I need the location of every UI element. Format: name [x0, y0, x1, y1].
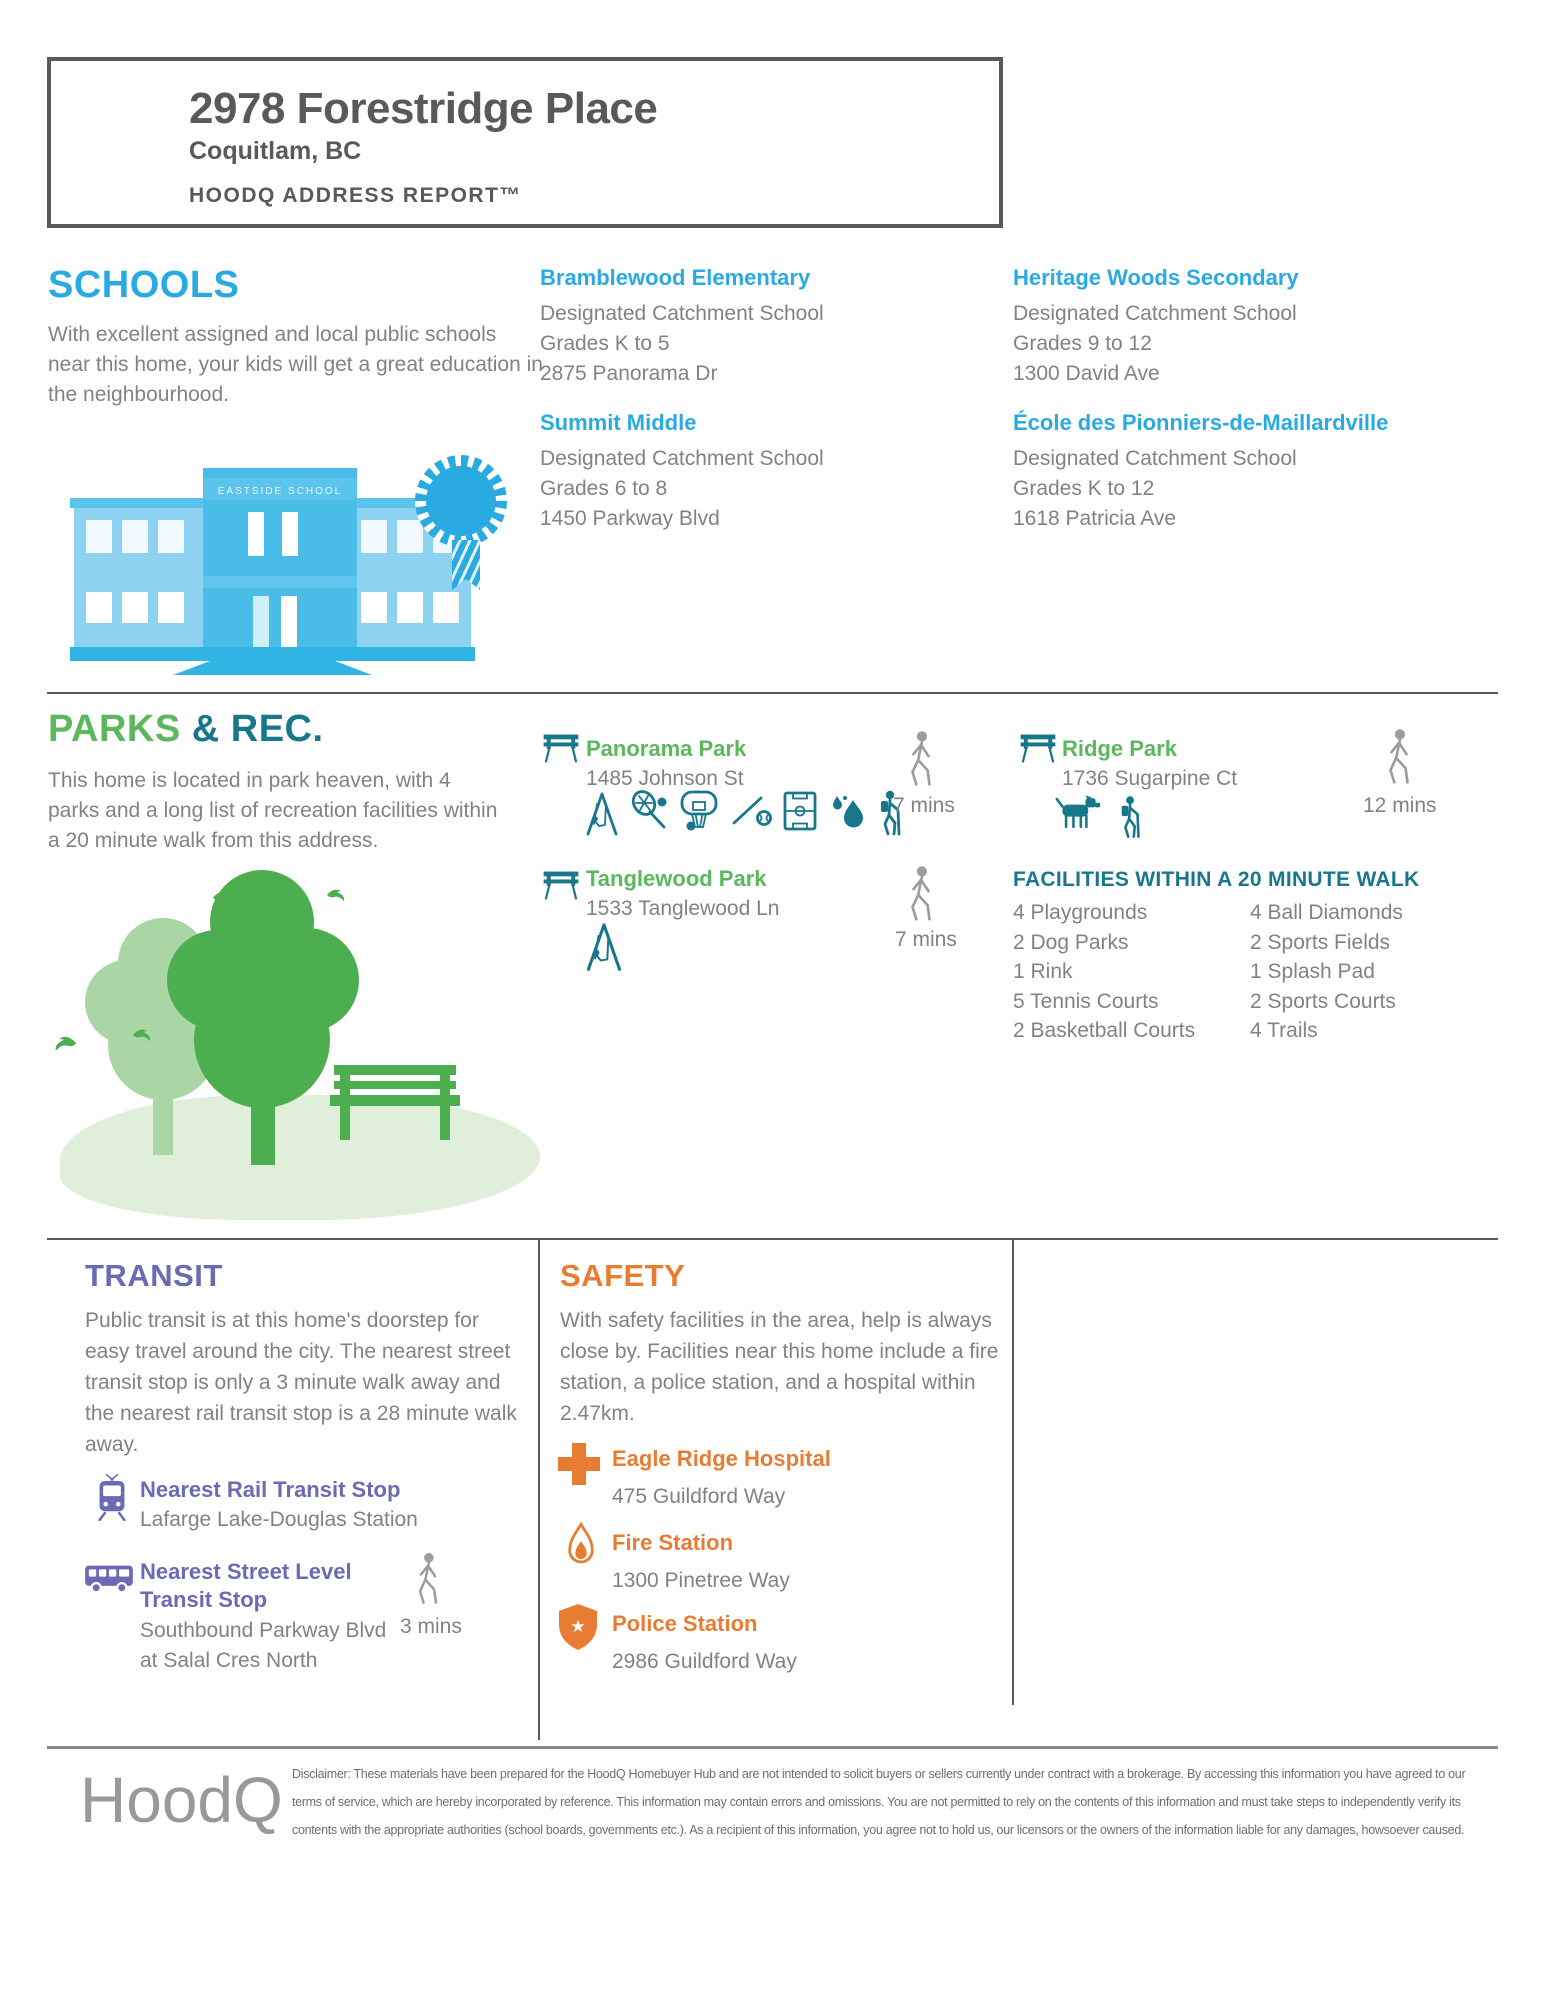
safety-place-address: 475 Guildford Way [612, 1485, 786, 1508]
school-grades: Grades K to 5 [540, 332, 670, 355]
page-subtitle-city: Coquitlam, BC [189, 137, 362, 166]
splash-icon [827, 790, 867, 830]
report-type-label: HOODQ ADDRESS REPORT™ [189, 184, 522, 208]
swing-icon [584, 790, 620, 836]
award-badge-icon [415, 455, 507, 547]
walking-person-icon [413, 1552, 443, 1604]
park-facility-icons [1055, 795, 1145, 839]
section-divider [47, 692, 1498, 694]
parks-heading-teal: & REC. [191, 708, 324, 750]
swing-icon [584, 920, 624, 972]
school-card [1013, 410, 1523, 534]
park-address: 1485 Johnson St [586, 767, 744, 790]
dog-icon [1055, 795, 1103, 829]
facility-item: 2 Sports Courts [1250, 989, 1396, 1013]
baseball-icon [729, 790, 773, 828]
safety-place-name: Police Station [612, 1611, 758, 1636]
school-type: Designated Catchment School [540, 447, 824, 470]
safety-place-address: 2986 Guildford Way [612, 1650, 797, 1673]
school-grades: Grades 6 to 8 [540, 477, 668, 500]
rail-stop-name: Lafarge Lake-Douglas Station [140, 1508, 418, 1531]
school-type: Designated Catchment School [1013, 302, 1297, 325]
park-facility-icons [584, 920, 624, 972]
soccer-field-icon [782, 790, 818, 832]
facility-item: 4 Playgrounds [1013, 901, 1148, 924]
trail-icon [1117, 795, 1145, 839]
bench-icon [537, 870, 585, 900]
svg-text:★: ★ [570, 1617, 586, 1636]
parks-heading [48, 708, 324, 751]
facility-item: 2 Sports Fields [1250, 930, 1391, 954]
hoodq-logo: HoodQ [80, 1764, 283, 1836]
basketball-icon [678, 790, 720, 832]
park-bench-illustration [330, 1065, 460, 1140]
safety-heading: SAFETY [560, 1258, 686, 1293]
street-stop-name: Southbound Parkway Blvd at Salal Cres North [140, 1619, 387, 1672]
safety-place-name: Fire Station [612, 1530, 734, 1555]
school-card [540, 265, 1010, 389]
school-address: 1450 Parkway Blvd [540, 507, 720, 530]
park-name: Tanglewood Park [586, 866, 767, 891]
walk-time: 7 mins [895, 928, 957, 951]
facility-item: 2 Dog Parks [1013, 930, 1129, 954]
school-address: 2875 Panorama Dr [540, 362, 718, 385]
column-divider [538, 1238, 540, 1740]
walk-time: 7 mins [893, 794, 955, 817]
school-type: Designated Catchment School [1013, 447, 1297, 470]
walk-time: 3 mins [400, 1615, 462, 1638]
bus-icon [84, 1562, 134, 1595]
school-name: Summit Middle [540, 410, 697, 435]
facility-item: 2 Basketball Courts [1013, 1019, 1196, 1042]
safety-place-address: 1300 Pinetree Way [612, 1569, 790, 1592]
school-address: 1300 David Ave [1013, 362, 1160, 385]
tennis-icon [629, 790, 669, 830]
facility-item: 1 Rink [1013, 960, 1073, 983]
police-shield-icon [558, 1603, 598, 1651]
school-type: Designated Catchment School [540, 302, 824, 325]
rail-stop-title: Nearest Rail Transit Stop [140, 1477, 401, 1502]
park-name: Panorama Park [586, 736, 747, 761]
parks-heading-green: PARKS [48, 708, 181, 750]
walking-person-icon [1383, 728, 1415, 784]
parks-description: This home is located in park heaven, with 4 parks and a long list of recreation facilities within a 20 minute walk from this address. [48, 769, 498, 852]
park-name: Ridge Park [1062, 736, 1177, 761]
transit-heading: TRANSIT [85, 1258, 223, 1293]
school-illustration-label: EASTSIDE SCHOOL [217, 486, 343, 497]
park-facility-icons [584, 790, 906, 836]
bench-icon [1014, 733, 1062, 763]
school-name: Bramblewood Elementary [540, 265, 811, 290]
school-grades: Grades 9 to 12 [1013, 332, 1152, 355]
facility-item: 4 Ball Diamonds [1250, 901, 1403, 924]
park-address: 1533 Tanglewood Ln [586, 897, 780, 920]
walk-time: 12 mins [1363, 794, 1437, 817]
disclaimer-text: Disclaimer: These materials have been prepared for the HoodQ Homebuyer Hub and are not intended to solicit buyers or sellers currently under contract with a brokerage. By accessing this information you have agreed to our terms of service, which are hereby incorporated by reference. This information may contain errors and omissions. You are not permitted to rely on the contents of this information and must take steps to independently verify its contents with the appropriate authorities (school boards, governments etc.). As a recipient of this information, you agree not to hold us, our licensors or the owners of the information liable for any damages, howsoever caused. [292, 1767, 1466, 1837]
hospital-cross-icon [556, 1441, 602, 1487]
school-address: 1618 Patricia Ave [1013, 507, 1177, 530]
facilities-heading: FACILITIES WITHIN A 20 MINUTE WALK [1013, 868, 1420, 891]
school-grades: Grades K to 12 [1013, 477, 1155, 500]
facility-item: 1 Splash Pad [1250, 960, 1375, 983]
walking-person-icon [905, 865, 937, 921]
safety-description: With safety facilities in the area, help is always close by. Facilities near this home include a fire station, a police station, and a hospital within 2.47km. [560, 1309, 999, 1425]
school-name: Heritage Woods Secondary [1013, 265, 1299, 290]
footer-divider [47, 1746, 1498, 1749]
walking-person-icon [905, 730, 937, 786]
section-divider [47, 1238, 1498, 1240]
school-card [1013, 265, 1513, 389]
school-card [540, 410, 1010, 534]
facilities-column-1 [1013, 898, 1195, 1046]
page-title: 2978 Forestridge Place [189, 84, 658, 133]
facility-item: 5 Tennis Courts [1013, 989, 1159, 1013]
street-stop-title: Nearest Street Level Transit Stop [140, 1559, 352, 1612]
facility-item: 4 Trails [1250, 1019, 1318, 1042]
header-box [47, 57, 1003, 228]
park-trees-illustration [45, 860, 565, 1190]
column-divider [1012, 1238, 1014, 1705]
schools-heading: SCHOOLS [48, 264, 240, 306]
train-icon [92, 1473, 132, 1521]
park-address: 1736 Sugarpine Ct [1062, 767, 1238, 790]
bench-icon [537, 733, 585, 763]
safety-place-name: Eagle Ridge Hospital [612, 1446, 831, 1471]
flame-icon [566, 1522, 596, 1568]
facilities-column-2 [1250, 898, 1403, 1046]
schools-description: With excellent assigned and local public schools near this home, your kids will get a great education in the neighbourhood. [48, 323, 543, 406]
transit-description: Public transit is at this home's doorstep for easy travel around the city. The nearest street transit stop is only a 3 minute walk away and the nearest rail transit stop is a 28 minute walk away. [85, 1309, 517, 1456]
school-name: École des Pionniers-de-Maillardville [1013, 410, 1389, 435]
